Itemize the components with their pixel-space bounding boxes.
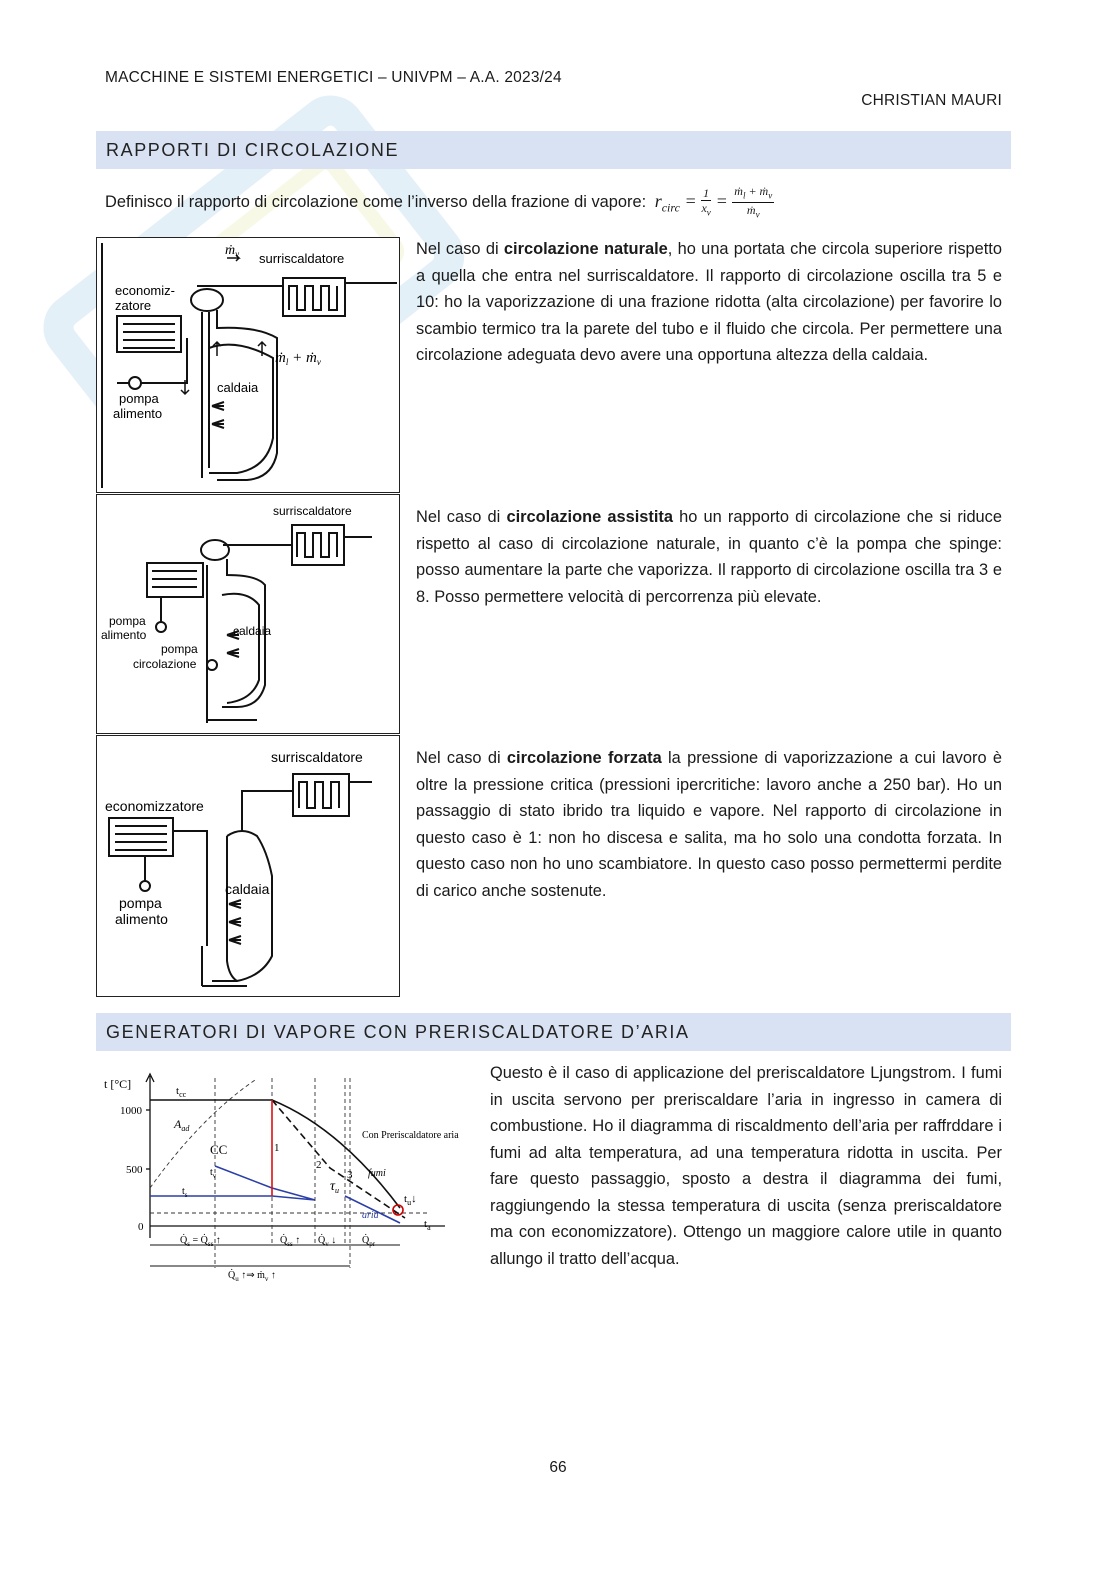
water-rise [215, 1166, 315, 1200]
natural-circulation-figure [96, 237, 400, 493]
fig3-alimento-label: alimento [115, 911, 168, 927]
chart-label-tcc: $t_{cc}$ [176, 1085, 187, 1099]
fig1-mv-label: ṁ$_v$ [225, 243, 240, 259]
intro-line [105, 184, 774, 222]
chart-label-ta: $t_a$ [424, 1218, 431, 1232]
circulation-formula: $r_{circ}$ = $\frac{1}{x_v}$ = $\frac{ṁ_l + ṁ_v}{ṁ_v}$ [654, 184, 773, 220]
heat-temperature-chart [100, 1068, 480, 1283]
chart-label-aad: $A_{ad}$ [174, 1117, 190, 1133]
chart-legend: Con Preriscaldatore aria [362, 1130, 459, 1141]
fig2-pompa-label: pompa [109, 614, 146, 628]
chart-label-tu: $t_u↓$ [404, 1193, 417, 1207]
chart-label-3: 3 [347, 1169, 353, 1181]
fig2-circolazione-label: circolazione [133, 657, 197, 671]
chart-label-q3: $Q̇_v$ ↓ [318, 1235, 337, 1248]
chart-label-q2: $Q̇_{ss}$ ↑ [280, 1235, 301, 1248]
page-number: 66 [549, 1459, 567, 1476]
chart-label-aria: aria [362, 1210, 379, 1221]
fig2-caldaia-label: caldaia [233, 624, 272, 638]
section-title: GENERATORI DI VAPORE CON PRERISCALDATORE D’ARIA [106, 1022, 690, 1042]
fig1-econ-label-1: economiz- [115, 283, 175, 298]
chart-label-q4: $Q̇_{pr}$ [362, 1235, 376, 1248]
chart-label-ts: $t_s$ [182, 1186, 188, 1199]
fig1-caldaia-label: caldaia [217, 380, 259, 395]
section-title: RAPPORTI DI CIRCOLAZIONE [106, 140, 400, 160]
chart-label-q1: $Q̇_s$ = $Q̇_{ss}$ ↑ [180, 1235, 221, 1248]
fig2-alimento-label: alimento [101, 628, 147, 642]
chart-ytick-0: 0 [138, 1221, 144, 1233]
chart-ytick-1000: 1000 [120, 1105, 142, 1117]
chart-label-fumi: fumi [368, 1168, 386, 1179]
chart-ytick-500: 500 [126, 1164, 143, 1176]
fig1-surr-label: surriscaldatore [259, 251, 345, 266]
fig2-pompa2-label: pompa [161, 642, 198, 656]
fig3-econ-label: economizzatore [105, 798, 204, 814]
assisted-circulation-text: Nel caso di circolazione assistita ho un rapporto di circolazione che si riduce rispetto al caso di circolazione naturale, in quanto c’è la pompa che spinge: posso aumentare la parte che vaporizza. Il rapporto di circolazione oscilla tra 3 e 8. Posso permettere velocità di percorrenza più elevate. [416, 508, 1002, 606]
author-header: CHRISTIAN MAURI [861, 92, 1002, 109]
chart-ylabel: t [°C] [104, 1077, 132, 1091]
fig3-pompa-label: pompa [119, 895, 162, 911]
forced-circulation-figure [96, 735, 400, 997]
chart-label-cc: CC [210, 1142, 228, 1157]
chart-label-q5: $Q̇_u$ ↑⇒ ṁ$_v$ ↑ [228, 1270, 276, 1283]
natural-circulation-text: Nel caso di circolazione naturale, ho una portata che circola superiore rispetto a quella che entra nel surriscaldatore. Il rapporto di circolazione oscilla tra 5 e 10: ho la vaporizzazione di una frazione ridotta (alta circolazione) per favorire lo scambio termico tra la parete del tubo e il fluido che circola. Per permettere una circolazione adeguata devo avere una opportuna altezza della caldaia. [416, 240, 1002, 364]
fig1-alimento-label: alimento [113, 406, 163, 421]
fumi-curve-no-prerisc [272, 1100, 405, 1218]
fig1-flow-label: ṁ$_l$ + ṁ$_v$ [275, 350, 321, 367]
forced-circulation-text: Nel caso di circolazione forzata la pressione di vaporizzazione a cui lavoro è oltre la pressione critica (pressioni ipercritiche: lavoro anche a 250 bar). Ho un passaggio di stato ibrido tra liquido e vapore. Nel rapporto di circolazione in questo caso è 1: non ho discesa e salita, ma ho solo una condotta forzata. In questo caso non ho uno scambiatore. In questo caso posso permettermi perdite di carico anche sostenute. [416, 749, 1002, 900]
chart-label-1: 1 [274, 1142, 280, 1154]
fig1-econ-label-2: zatore [115, 298, 152, 313]
fig3-caldaia-label: caldaia [225, 881, 270, 897]
fig3-surr-label: surriscaldatore [271, 749, 363, 765]
fig1-pompa-label: pompa [119, 391, 159, 406]
chart-label-2: 2 [316, 1159, 322, 1171]
intro-text: Definisco il rapporto di circolazione come l’inverso della frazione di vapore: [105, 193, 647, 212]
chart-label-tv: $t_v$ [210, 1167, 217, 1180]
section-heading-rapporti [96, 131, 1011, 169]
fig2-surr-label: surriscaldatore [273, 504, 352, 518]
assisted-circulation-figure [96, 494, 400, 734]
water-line [150, 1196, 315, 1200]
course-header: MACCHINE E SISTEMI ENERGETICI – UNIVPM – A.A. 2023/24 [105, 69, 562, 86]
preriscaldatore-text: Questo è il caso di applicazione del preriscaldatore Ljungstrom. I fumi in uscita servono per preriscaldare l’aria in ingresso in camera di combustione. Ho il diagramma di riscaldmento dell’aria per raffrddare i fumi ad alta temperatura, ad una temperatura ridotta in uscita. Per fare questo passaggio, sposto a destra il diagramma dei fumi, raggiungendo la stessa temperatura di uscita (senza preriscaldatore ma con economizzatore). Ottengo un maggiore calore utile in quanto allungo il tratto dell’acqua. [490, 1064, 1002, 1268]
section-heading-generatori [96, 1013, 1011, 1051]
chart-label-tau: $\tau_u$ [330, 1179, 340, 1195]
